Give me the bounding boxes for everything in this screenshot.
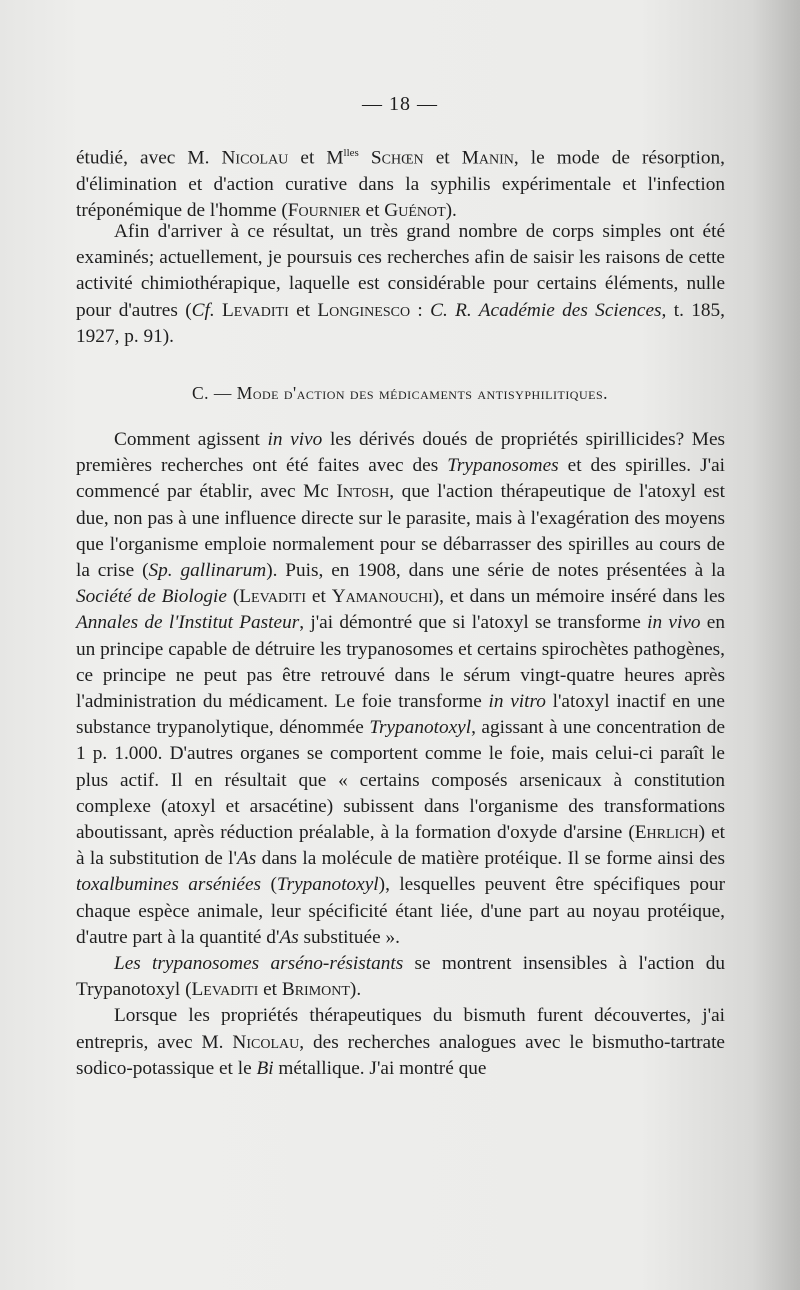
author-name: Fournier <box>287 199 361 221</box>
author-name: Nicolau <box>232 1031 300 1053</box>
paragraph-2: Afin d'arriver à ce résultat, un très grand nombre de corps simples ont été examinés; actuellement, je poursuis ces recherches afin de saisir les raisons de cette activité chimiothérapique, laquelle est considérable pour certains éléments, nulle pour d'autres (Cf. Levaditi et Longinesco : C. R. Académie des Sciences, t. 185, 1927, p. 91). <box>76 221 725 347</box>
paragraph-1: étudié, avec M. Nicolau et $M^{lles}$ Schœn et Manin, le mode de résorption, d'élimination et d'action curative dans la syphilis expérimentale et l'infection tréponémique de l'homme (Fournier et Guénot). <box>76 147 725 221</box>
section-body <box>76 427 725 1082</box>
paragraph-4: Les trypanosomes arséno-résistants se montrent insensibles à l'action du Trypanotoxyl (Levaditi et Brimont). <box>76 953 725 1001</box>
paragraph-5: Lorsque les propriétés thérapeutiques du bismuth furent découvertes, j'ai entrepris, avec M. Nicolau, des recherches analogues avec le bismutho-tartrate sodico-potassique et le Bi métallique. J'ai montré que <box>76 1005 725 1079</box>
author-name: Schœn <box>370 147 424 169</box>
section-heading: C. — Mode d'action des médicaments antisyphilitiques. <box>191 383 609 403</box>
paragraph-3: Comment agissent in vivo les dérivés doués de propriétés spirillicides? Mes premières recherches ont été faites avec des Trypanosomes et des spirilles. J'ai commencé par établir, avec Mc Intosh, que l'action thérapeutique de l'atoxyl est due, non pas à une influence directe sur le parasite, mais à l'exagération des moyens que l'organisme emploie normalement pour se débarrasser des spirilles au cours de la crise (Sp. gallinarum). Puis, en 1908, dans une série de notes présentées à la Société de Biologie (Levaditi et Yamanouchi), et dans un mémoire inséré dans les Annales de l'Institut Pasteur, j'ai démontré que si l'atoxyl se transforme in vivo en un principe capable de détruire les trypanosomes et certains spirochètes pathogènes, ce principe ne peut pas être retrouvé dans le sérum vingt-quatre heures après l'administration du médicament. Le foie transforme in vitro l'atoxyl inactif en une substance trypanolytique, dénommée Trypanotoxyl, agissant à une concentration de 1 p. 1.000. D'autres organes se comportent comme le foie, mais celui-ci paraît le plus actif. Il en résultait que « certains composés arsenicaux à constitution complexe (atoxyl et arsacétine) subissent dans l'organisme des transformations aboutissant, après réduction préalable, à la formation d'oxyde d'arsine (Ehrlich) et à la substitution de l'As dans la molécule de matière protéique. Il se forme ainsi des toxalbumines arséniées (Trypanotoxyl), lesquelles peuvent être spécifiques pour chaque espèce animale, leur spécificité étant liée, d'une part au noyau protéique, d'autre part à la quantité d'As substituée ». <box>76 429 726 948</box>
author-name: Levaditi <box>222 299 289 321</box>
author-name: Levaditi <box>191 979 259 1001</box>
author-name: Levaditi <box>239 586 307 608</box>
page-number: — 18 — <box>362 93 438 115</box>
author-name: Manin <box>461 147 514 169</box>
author-name: Yamanouchi <box>331 586 433 608</box>
author-name: Guénot <box>384 199 446 221</box>
author-name: Ehrlich <box>634 822 699 844</box>
author-name: Brimont <box>281 979 350 1001</box>
reference-title: C. R. Académie des Sciences <box>430 299 662 321</box>
author-name: Longinesco <box>317 299 411 321</box>
author-name: Intosh <box>336 481 390 503</box>
author-name: Nicolau <box>221 147 289 169</box>
